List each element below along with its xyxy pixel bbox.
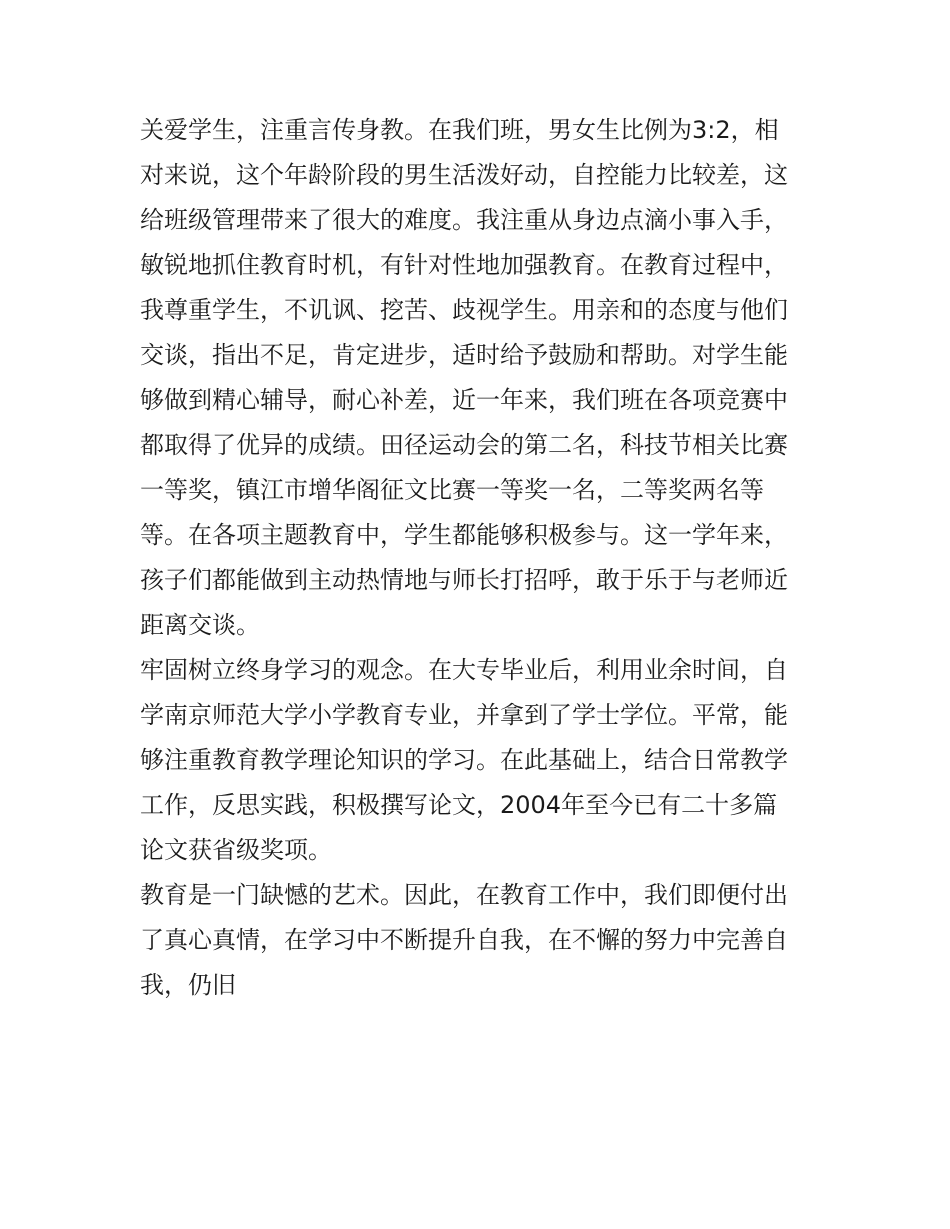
text-line-18: 教育是一门缺憾的艺术。因此，在教育工作中，我们即便付出 (140, 881, 788, 909)
text-line-6: 交谈，指出不足，肯定进步，适时给予鼓励和帮助。对学生能 (140, 341, 788, 369)
text-line-4: 敏锐地抓住教育时机，有针对性地加强教育。在教育过程中， (140, 251, 788, 279)
text-line-15: 够注重教育教学理论知识的学习。在此基础上，结合日常教学 (140, 746, 788, 774)
text-line-5: 我尊重学生，不讥讽、挖苦、歧视学生。用亲和的态度与他们 (140, 296, 788, 324)
text-line-16: 工作，反思实践，积极撰写论文，2004年至今已有二十多篇 (140, 791, 778, 819)
text-line-20: 我，仍旧 (140, 971, 236, 999)
text-line-3: 给班级管理带来了很大的难度。我注重从身边点滴小事入手， (140, 206, 788, 234)
text-line-12: 距离交谈。 (140, 611, 260, 639)
text-line-8: 都取得了优异的成绩。田径运动会的第二名，科技节相关比赛 (140, 431, 788, 459)
text-line-2: 对来说，这个年龄阶段的男生活泼好动，自控能力比较差，这 (140, 161, 788, 189)
text-line-10: 等。在各项主题教育中，学生都能够积极参与。这一学年来， (140, 521, 788, 549)
text-line-17: 论文获省级奖项。 (140, 836, 332, 864)
text-line-1: 关爱学生，注重言传身教。在我们班，男女生比例为3:2，相 (140, 116, 779, 144)
text-line-14: 学南京师范大学小学教育专业，并拿到了学士学位。平常，能 (140, 701, 788, 729)
text-line-7: 够做到精心辅导，耐心补差，近一年来，我们班在各项竞赛中 (140, 386, 788, 414)
text-line-11: 孩子们都能做到主动热情地与师长打招呼，敢于乐于与老师近 (140, 566, 788, 594)
text-line-19: 了真心真情，在学习中不断提升自我，在不懈的努力中完善自 (140, 926, 788, 954)
body-text (140, 108, 820, 1008)
text-line-13: 牢固树立终身学习的观念。在大专毕业后，利用业余时间，自 (140, 656, 788, 684)
text-line-9: 一等奖，镇江市增华阁征文比赛一等奖一名，二等奖两名等 (140, 476, 764, 504)
